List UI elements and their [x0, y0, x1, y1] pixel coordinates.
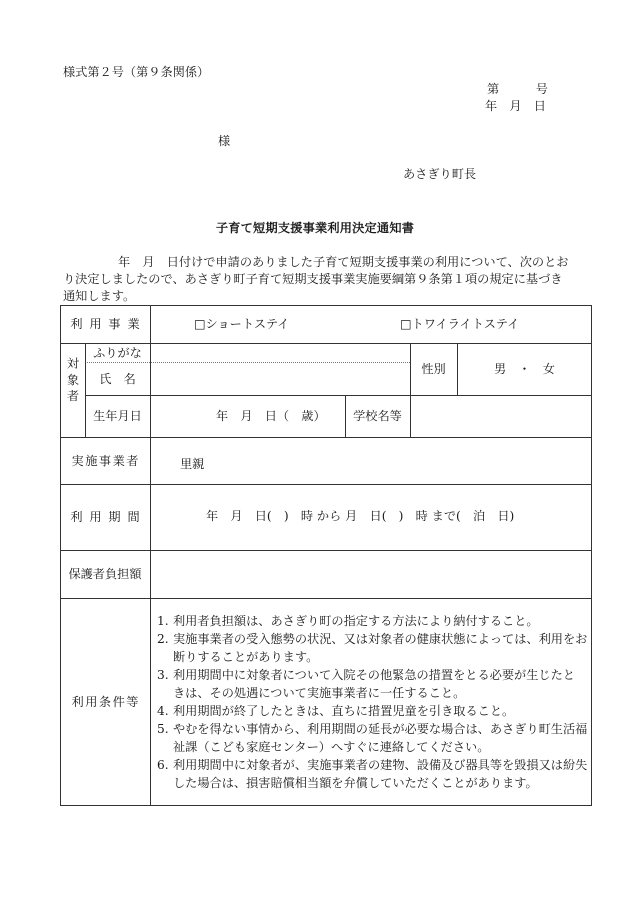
list-item-text: やむを得ない事情から、利用期間の延長が必要な場合は、あさぎり町生活福 [173, 722, 588, 736]
name-field [150, 363, 410, 395]
list-item-number: 3. [157, 668, 169, 682]
list-item [157, 612, 589, 630]
list-item-number: 5. [157, 722, 169, 736]
subject-label: 対象者 [65, 356, 80, 406]
guardian-fee-label-cell [60, 550, 150, 598]
provider-label: 実施事業者 [71, 453, 140, 468]
name-label-cell [85, 363, 150, 395]
list-item-text: 利用期間が終了したときは、直ちに措置児童を引き取ること。 [173, 704, 515, 718]
list-item-number: 1. [157, 614, 169, 628]
birthdate-label: 生年月日 [93, 409, 142, 423]
gender-label: 性別 [421, 362, 446, 376]
guardian-fee-field [150, 550, 592, 598]
list-item-text: きは、その処遇について実施事業者に一任すること。 [173, 686, 466, 700]
list-item-text: した場合は、損害賠償相当額を弁償していただくことがあります。 [173, 776, 538, 790]
provider-label-cell [60, 437, 150, 484]
notice-body-line: 通知します。 [63, 289, 136, 303]
gender-label-cell [410, 343, 457, 395]
list-item [157, 756, 589, 792]
period-label: 利 用 期 間 [70, 510, 142, 524]
period-label-cell [60, 484, 150, 550]
list-item [157, 666, 589, 702]
notice-body [63, 254, 568, 305]
list-item-number: 4. [157, 704, 169, 718]
furigana-field [150, 343, 410, 362]
notice-body-line: 年 月 日付けで申請のありました子育て短期支援事業の利用について、次のとお [118, 255, 569, 269]
furigana-label-cell [85, 343, 150, 362]
list-item-text: 利用者負担額は、あさぎり町の指定する方法により納付すること。 [173, 614, 539, 628]
conditions-label-cell [60, 598, 150, 806]
addressee-suffix: 様 [218, 134, 231, 148]
list-item-text: 利用期間中に対象者が、実施事業者の建物、設備及び器具等を毀損又は紛失 [173, 758, 588, 772]
option-short-stay: □ショートステイ [194, 317, 290, 331]
list-item [157, 630, 589, 666]
list-item-text: 断りすることがあります。 [173, 650, 319, 664]
furigana-label: ふりがな [93, 345, 142, 360]
list-item-text: 利用期間中に対象者について入院その他緊急の措置をとる必要が生じたと [173, 668, 575, 682]
form-number: 様式第２号（第９条関係） [63, 65, 210, 79]
option-twilight-stay: □トワイライトステイ [400, 317, 520, 331]
gender-value: 男 ・ 女 [494, 362, 555, 376]
provider-value: 里親 [180, 457, 205, 471]
conditions-list [157, 612, 589, 792]
period-value: 年 月 日( ) 時 から 月 日( ) 時 まで( 泊 日) [206, 509, 515, 523]
subject-label-cell [60, 345, 85, 417]
list-item-text: 実施事業者の受入態勢の状況、又は対象者の健康状態によっては、利用をお [173, 632, 588, 646]
list-item [157, 720, 589, 756]
school-label-cell [345, 395, 410, 437]
document-title: 子育て短期支援事業利用決定通知書 [215, 221, 415, 235]
list-item [157, 702, 589, 720]
birthdate-value: 年 月 日（ 歳） [216, 409, 326, 423]
service-label-cell [60, 305, 150, 343]
list-item-number: 2. [157, 632, 169, 646]
sender-name: あさぎり町長 [403, 167, 477, 181]
document-date: 年 月 日 [485, 99, 546, 113]
service-label: 利 用 事 業 [70, 317, 142, 331]
school-field [410, 395, 592, 437]
document-number: 第 号 [487, 82, 548, 96]
conditions-label: 利用条件等 [71, 695, 140, 709]
school-label: 学校名等 [353, 409, 402, 423]
gender-value-cell [457, 343, 592, 395]
guardian-fee-label: 保護者負担額 [68, 567, 142, 581]
list-item-text: 祉課（こども家庭センター）へすぐに連絡してください。 [173, 740, 490, 754]
name-label: 氏 名 [99, 372, 136, 386]
list-item-number: 6. [157, 758, 169, 772]
notice-body-line: り決定しましたので、あさぎり町子育て短期支援事業実施要綱第９条第１項の規定に基づき [63, 272, 563, 286]
birthdate-label-cell [85, 395, 150, 437]
